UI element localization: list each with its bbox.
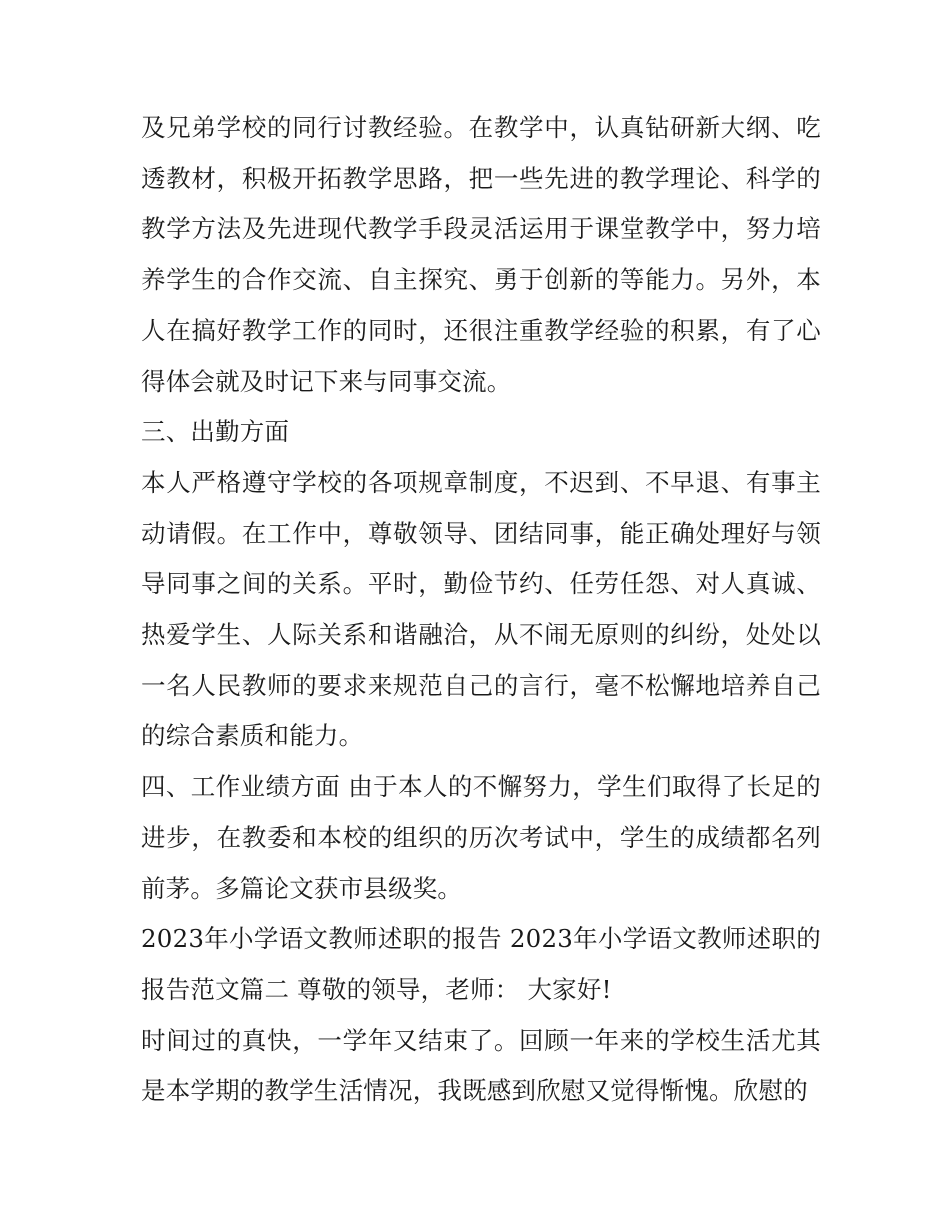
heading-attendance: 三、出勤方面	[141, 417, 290, 447]
paragraph-attendance: 本人严格遵守学校的各项规章制度，不迟到、不早退、有事主动请假。在工作中，尊敬领导、团结同事，能正确处理好与领导同事之间的关系。平时，勤俭节约、任劳任怨、对人真诚、热爱学生、人际关系和谐融洽，从不闹无原则的纠纷，处处以一名人民教师的要求来规范自己的言行，毫不松懈地培养自己的综合素质和能力。	[141, 467, 821, 751]
paragraph-review: 时间过的真快，一学年又结束了。回顾一年来的学校生活尤其是本学期的教学生活情况，我既感到欣慰又觉得惭愧。欣慰的	[141, 1025, 821, 1106]
document-body	[141, 103, 821, 1117]
paragraph-work-achievements: 四、工作业绩方面 由于本人的不懈努力，学生们取得了长足的进步，在教委和本校的组织的历次考试中，学生的成绩都名列前茅。多篇论文获市县级奖。	[141, 772, 821, 903]
paragraph-continued-teaching: 及兄弟学校的同行讨教经验。在教学中，认真钻研新大纲、吃透教材，积极开拓教学思路，把一些先进的教学理论、科学的教学方法及先进现代教学手段灵活运用于课堂教学中，努力培养学生的合作交流、自主探究、勇于创新的等能力。另外，本人在搞好教学工作的同时，还很注重教学经验的积累，有了心得体会就及时记下来与同事交流。	[141, 113, 821, 396]
paragraph-report-title: 2023年小学语文教师述职的报告 2023年小学语文教师述职的报告范文篇二 尊敬的领导，老师： 大家好!	[141, 924, 821, 1004]
